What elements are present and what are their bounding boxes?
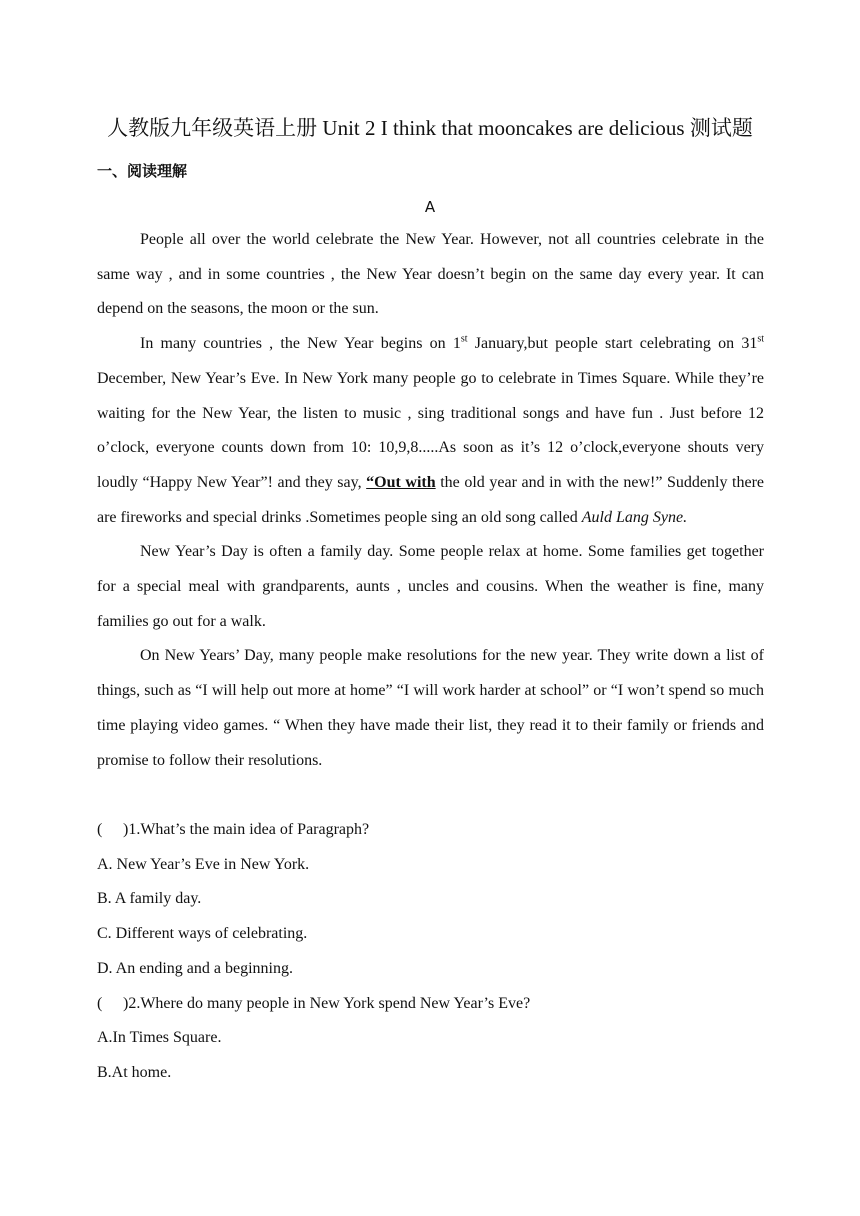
document-title: 人教版九年级英语上册 Unit 2 I think that mooncakes are delicious 测试题 xyxy=(107,116,753,140)
ordinal-suffix: st xyxy=(460,333,468,345)
question-1 xyxy=(97,813,764,848)
option-b: B. A family day. xyxy=(97,890,202,908)
paragraph-1: People all over the world celebrate the New Year. However, not all countries celebrate in the same way , and in some countries , the New Year doesn’t begin on the same day every year. It can depend on the seasons, the moon or the sun. xyxy=(97,231,764,318)
paragraph-4: On New Years’ Day, many people make resolutions for the new year. They write down a list of things, such as “I will help out more at home” “I will work harder at school” or “I won’t spend so much time playing video games. “ When they have made their list, they read it to their family or friends and promise to follow their resolutions. xyxy=(97,647,764,769)
paragraph-3: New Year’s Day is often a family day. Some people relax at home. Some families get together for a special meal with grandparents, aunts , uncles and cousins. When the weather is fine, many families go out for a walk. xyxy=(97,543,764,630)
option-d: D. An ending and a beginning. xyxy=(97,959,293,977)
paragraph-2-text: the old year and in with the new!” Suddenly there are fireworks and special drinks .Sometimes people sing an old song called xyxy=(97,473,764,526)
option-c: C. Different ways of celebrating. xyxy=(97,925,308,943)
paragraph-2 xyxy=(97,327,764,535)
section-heading: 一、阅读理解 xyxy=(97,162,188,180)
question-stem: )2.Where do many people in New York spend New Year’s Eve? xyxy=(123,994,531,1012)
paragraph-2-text: December, New Year’s Eve. In New York many people go to celebrate in Times Square. While they’re waiting for the New Year, the listen to music , sing traditional songs and have fun . Just before 12 o’clock, everyone counts down from 10: 10,9,8.....As soon as it’s 12 o’clock,everyone shouts very loudly “Happy New Year”! and they say, xyxy=(97,369,764,491)
paragraph-2-text: In many countries , the New Year begins on 1 xyxy=(140,335,461,353)
paragraph-2-text: January,but people start celebrating on 31 xyxy=(467,335,758,353)
reading-passage xyxy=(97,223,764,778)
answer-blank: ( xyxy=(97,821,103,838)
ordinal-suffix: st xyxy=(757,333,764,345)
passage-letter: A xyxy=(424,198,436,216)
song-title: Auld Lang Syne. xyxy=(581,508,688,526)
option-a: A. New Year’s Eve in New York. xyxy=(97,855,310,873)
question-list xyxy=(97,813,764,1091)
question-stem: )1.What’s the main idea of Paragraph? xyxy=(123,821,370,838)
question-2 xyxy=(97,987,764,1022)
option-b: B.At home. xyxy=(97,1063,172,1081)
answer-blank: ( xyxy=(97,994,103,1012)
option-a: A.In Times Square. xyxy=(97,1029,222,1047)
highlighted-phrase: “Out with xyxy=(366,473,436,491)
